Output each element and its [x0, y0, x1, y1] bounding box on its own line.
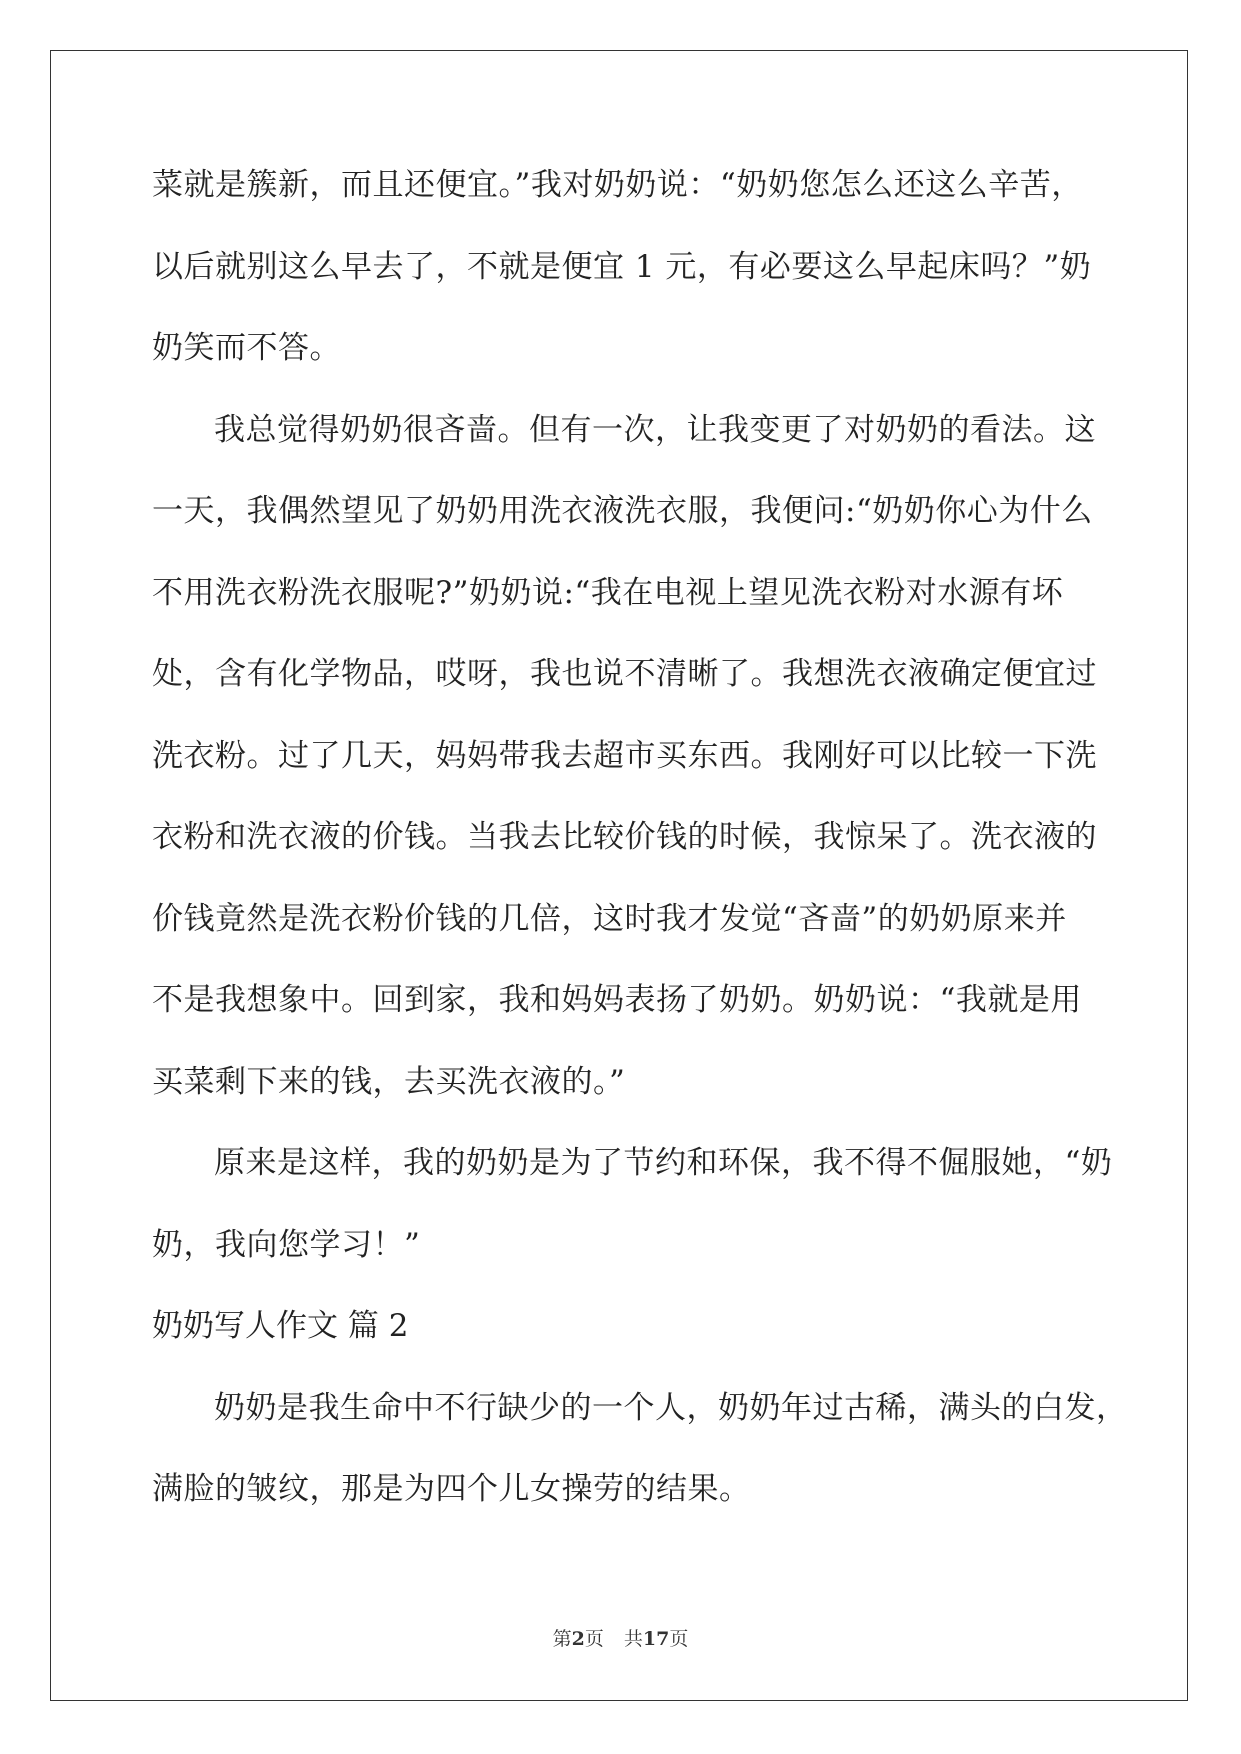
text-line: 价钱竟然是洗衣粉价钱的几倍，这时我才发觉“吝啬”的奶奶原来并: [152, 900, 1067, 937]
total-pages-prefix: 共: [623, 1628, 643, 1650]
total-pages-suffix: 页: [669, 1628, 689, 1650]
current-page-number: 2: [571, 1628, 585, 1650]
total-page-count: 17: [642, 1628, 670, 1650]
paragraph-start-line: 我总觉得奶奶很吝啬。但有一次，让我变更了对奶奶的看法。这: [214, 411, 1096, 448]
section-heading: 奶奶写人作文 篇 2: [152, 1308, 409, 1344]
page-number-suffix: 页: [584, 1628, 604, 1650]
text-line: 洗衣粉。过了几天，妈妈带我去超市买东西。我刚好可以比较一下洗: [152, 737, 1097, 774]
text-line: 菜就是簇新，而且还便宜。”我对奶奶说：“奶奶您怎么还这么辛苦，: [152, 167, 1083, 203]
text-line: 不用洗衣粉洗衣服呢?”奶奶说:“我在电视上望见洗衣粉对水源有坏: [152, 574, 1064, 611]
paragraph-start-line: 奶奶是我生命中不行缺少的一个人，奶奶年过古稀，满头的白发，: [214, 1389, 1128, 1426]
text-line: 买菜剩下来的钱，去买洗衣液的。”: [152, 1063, 626, 1100]
text-line: 衣粉和洗衣液的价钱。当我去比较价钱的时候，我惊呆了。洗衣液的: [152, 819, 1097, 855]
paragraph-start-line: 原来是这样，我的奶奶是为了节约和环保，我不得不倔服她，“奶: [214, 1145, 1113, 1181]
text-line: 一天，我偶然望见了奶奶用洗衣液洗衣服，我便问:“奶奶你心为什么: [152, 493, 1093, 529]
text-line: 处，含有化学物品，哎呀，我也说不清晰了。我想洗衣液确定便宜过: [152, 656, 1097, 692]
text-line: 奶笑而不答。: [152, 330, 341, 366]
text-line: 不是我想象中。回到家，我和妈妈表扬了奶奶。奶奶说：“我就是用: [152, 982, 1082, 1018]
document-body: [152, 155, 1128, 1541]
page-footer: [0, 1624, 1241, 1651]
text-line: 满脸的皱纹，那是为四个儿女操劳的结果。: [152, 1471, 751, 1507]
text-line: 以后就别这么早去了，不就是便宜 1 元，有必要这么早起床吗？”奶: [152, 248, 1092, 285]
page-number-prefix: 第: [552, 1628, 572, 1650]
text-line: 奶，我向您学习！”: [152, 1226, 421, 1263]
